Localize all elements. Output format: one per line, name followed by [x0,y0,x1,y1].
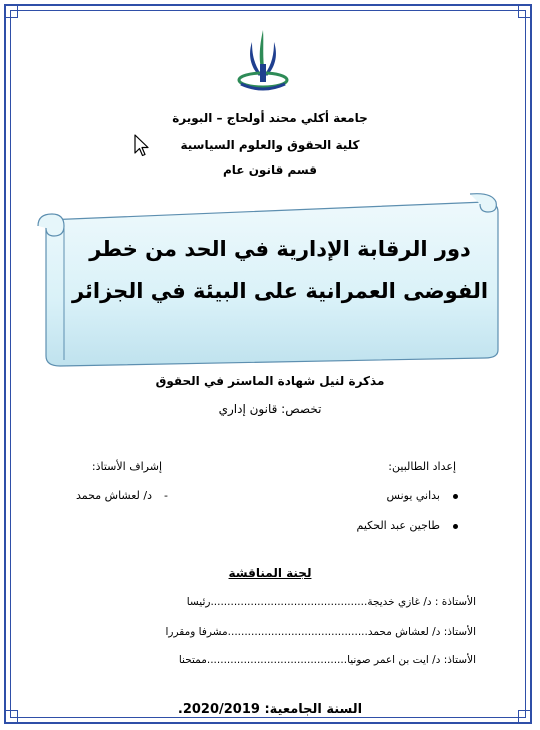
supervisor-label: إشراف الأستاذ: [91,460,162,473]
student-name-1: بداني يونس [386,489,440,502]
university-name: جامعة أكلي محند أولحاج – البويرة [172,111,368,125]
committee-member-2 [56,626,476,638]
academic-year-value: 2020/2019. [177,702,260,717]
committee-member-3-dots: .......................................... [206,654,348,666]
students-label: إعداد الطالبين: [388,460,456,473]
committee-member-1-name: الأستاذة : د/ غازي خديجة [367,596,476,608]
university-logo [232,28,294,94]
department-name: قسم قانون عام [223,163,317,177]
committee-member-1-dots: ............................................... [210,596,368,608]
academic-year [0,702,540,717]
committee-member-2-dots: .......................................... [227,626,368,638]
faculty-name: كلية الحقوق والعلوم السياسية [180,138,360,152]
frame-corner-top-right [518,4,532,18]
thesis-title-line-2: الفوضى العمرانية على البيئة في الجزائر [71,279,489,303]
committee-member-2-name: الأستاذ: د/ لعشاش محمد [367,626,476,638]
frame-corner-top-left [4,4,18,18]
committee-member-3 [56,654,476,666]
specialization: تخصص: قانون إداري [218,402,322,416]
committee-member-2-role: مشرفا ومقررا [165,626,228,638]
committee-member-3-role: ممتحنا [178,654,207,666]
committee-member-3-name: الأستاذ: د/ ايت بن اعمر صونيا [347,654,476,666]
academic-year-label: السنة الجامعية: [264,702,363,717]
supervisor-name: د/ لعشاش محمد [76,489,152,502]
bullet-icon [453,494,458,499]
thesis-title-line-1: دور الرقابة الإدارية في الحد من خطر [89,237,471,261]
committee-member-1 [56,596,476,608]
committee-title: لجنة المناقشة [228,566,312,580]
bullet-icon [453,524,458,529]
student-name-2: طاجين عبد الحكيم [356,519,440,532]
committee-member-1-role: رئيسا [186,596,211,608]
thesis-purpose: مذكرة لنيل شهادة الماستر في الحقوق [155,374,385,388]
mouse-pointer-icon [134,134,152,158]
thesis-title [70,228,490,312]
supervisor-dash: - [164,489,168,502]
